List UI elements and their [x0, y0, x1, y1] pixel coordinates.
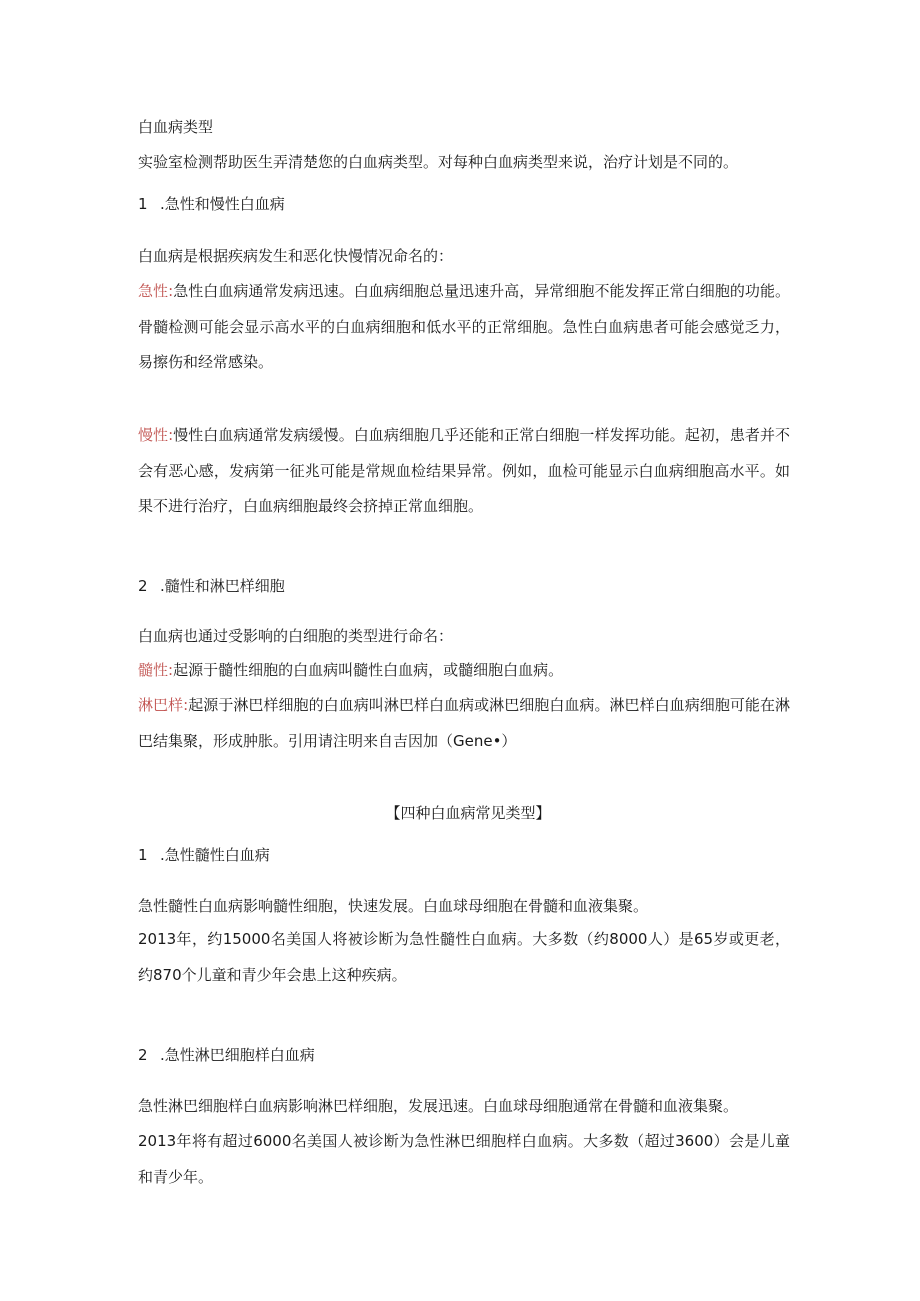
section-2-lead: 白血病也通过受影响的白细胞的类型进行命名： [138, 627, 454, 645]
type-1-number: 1 [138, 846, 148, 864]
type-1-description: 急性髓性白血病影响髓性细胞，快速发展。白血球母细胞在骨髓和血液集聚。 [138, 897, 649, 915]
type-2-description: 急性淋巴细胞样白血病影响淋巴样细胞，发展迅速。白血球母细胞通常在骨髓和血液集聚。 [138, 1097, 739, 1115]
type-1-title: .急性髓性白血病 [160, 846, 270, 864]
section-1-title: .急性和慢性白血病 [160, 195, 285, 213]
type-2-heading [138, 1045, 798, 1065]
section-1-lead: 白血病是根据疾病发生和恶化快慢情况命名的： [138, 247, 454, 265]
chronic-term: 慢性: [138, 426, 174, 444]
section-2-number: 2 [138, 577, 148, 595]
myeloid-term: 髓性: [138, 661, 174, 679]
lymphoid-paragraph [138, 688, 790, 759]
acute-paragraph [138, 274, 790, 381]
section-1-number: 1 [138, 195, 148, 213]
type-2-statistics: 2013年将有超过6000名美国人被诊断为急性淋巴细胞样白血病。大多数（超过3600）会是儿童和青少年。 [138, 1132, 790, 1186]
type-1-heading [138, 845, 798, 865]
lymphoid-text: 起源于淋巴样细胞的白血病叫淋巴样白血病或淋巴细胞白血病。淋巴样白血病细胞可能在淋巴结集聚，形成肿胀。引用请注明来自吉因加（Gene•） [138, 696, 790, 750]
types-heading: 【四种白血病常见类型】 [385, 804, 551, 822]
acute-text: 急性白血病通常发病迅速。白血病细胞总量迅速升高，异常细胞不能发挥正常白细胞的功能。骨髓检测可能会显示高水平的白血病细胞和低水平的正常细胞。急性白血病患者可能会感觉乏力，易擦伤和经常感染。 [138, 282, 790, 371]
type-1-statistics: 2013年，约15000名美国人将被诊断为急性髓性白血病。大多数（约8000人）是65岁或更老，约870个儿童和青少年会患上这种疾病。 [138, 930, 790, 984]
acute-term: 急性: [138, 282, 174, 300]
document-title: 白血病类型 [138, 118, 214, 136]
type-2-title: .急性淋巴细胞样白血病 [160, 1046, 315, 1064]
section-1-heading [138, 194, 798, 214]
section-2-title: .髓性和淋巴样细胞 [160, 577, 285, 595]
intro-paragraph: 实验室检测帮助医生弄清楚您的白血病类型。对每种白血病类型来说，治疗计划是不同的。 [138, 153, 739, 171]
type-2-number: 2 [138, 1046, 148, 1064]
myeloid-text: 起源于髓性细胞的白血病叫髓性白血病，或髓细胞白血病。 [173, 661, 564, 679]
myeloid-paragraph [138, 660, 798, 680]
chronic-text: 慢性白血病通常发病缓慢。白血病细胞几乎还能和正常白细胞一样发挥功能。起初，患者并不会有恶心感，发病第一征兆可能是常规血检结果异常。例如，血检可能显示白血病细胞高水平。如果不进行治疗，白血病细胞最终会挤掉正常血细胞。 [138, 426, 790, 515]
section-2-heading [138, 576, 798, 596]
lymphoid-term: 淋巴样: [138, 696, 189, 714]
chronic-paragraph [138, 418, 790, 525]
